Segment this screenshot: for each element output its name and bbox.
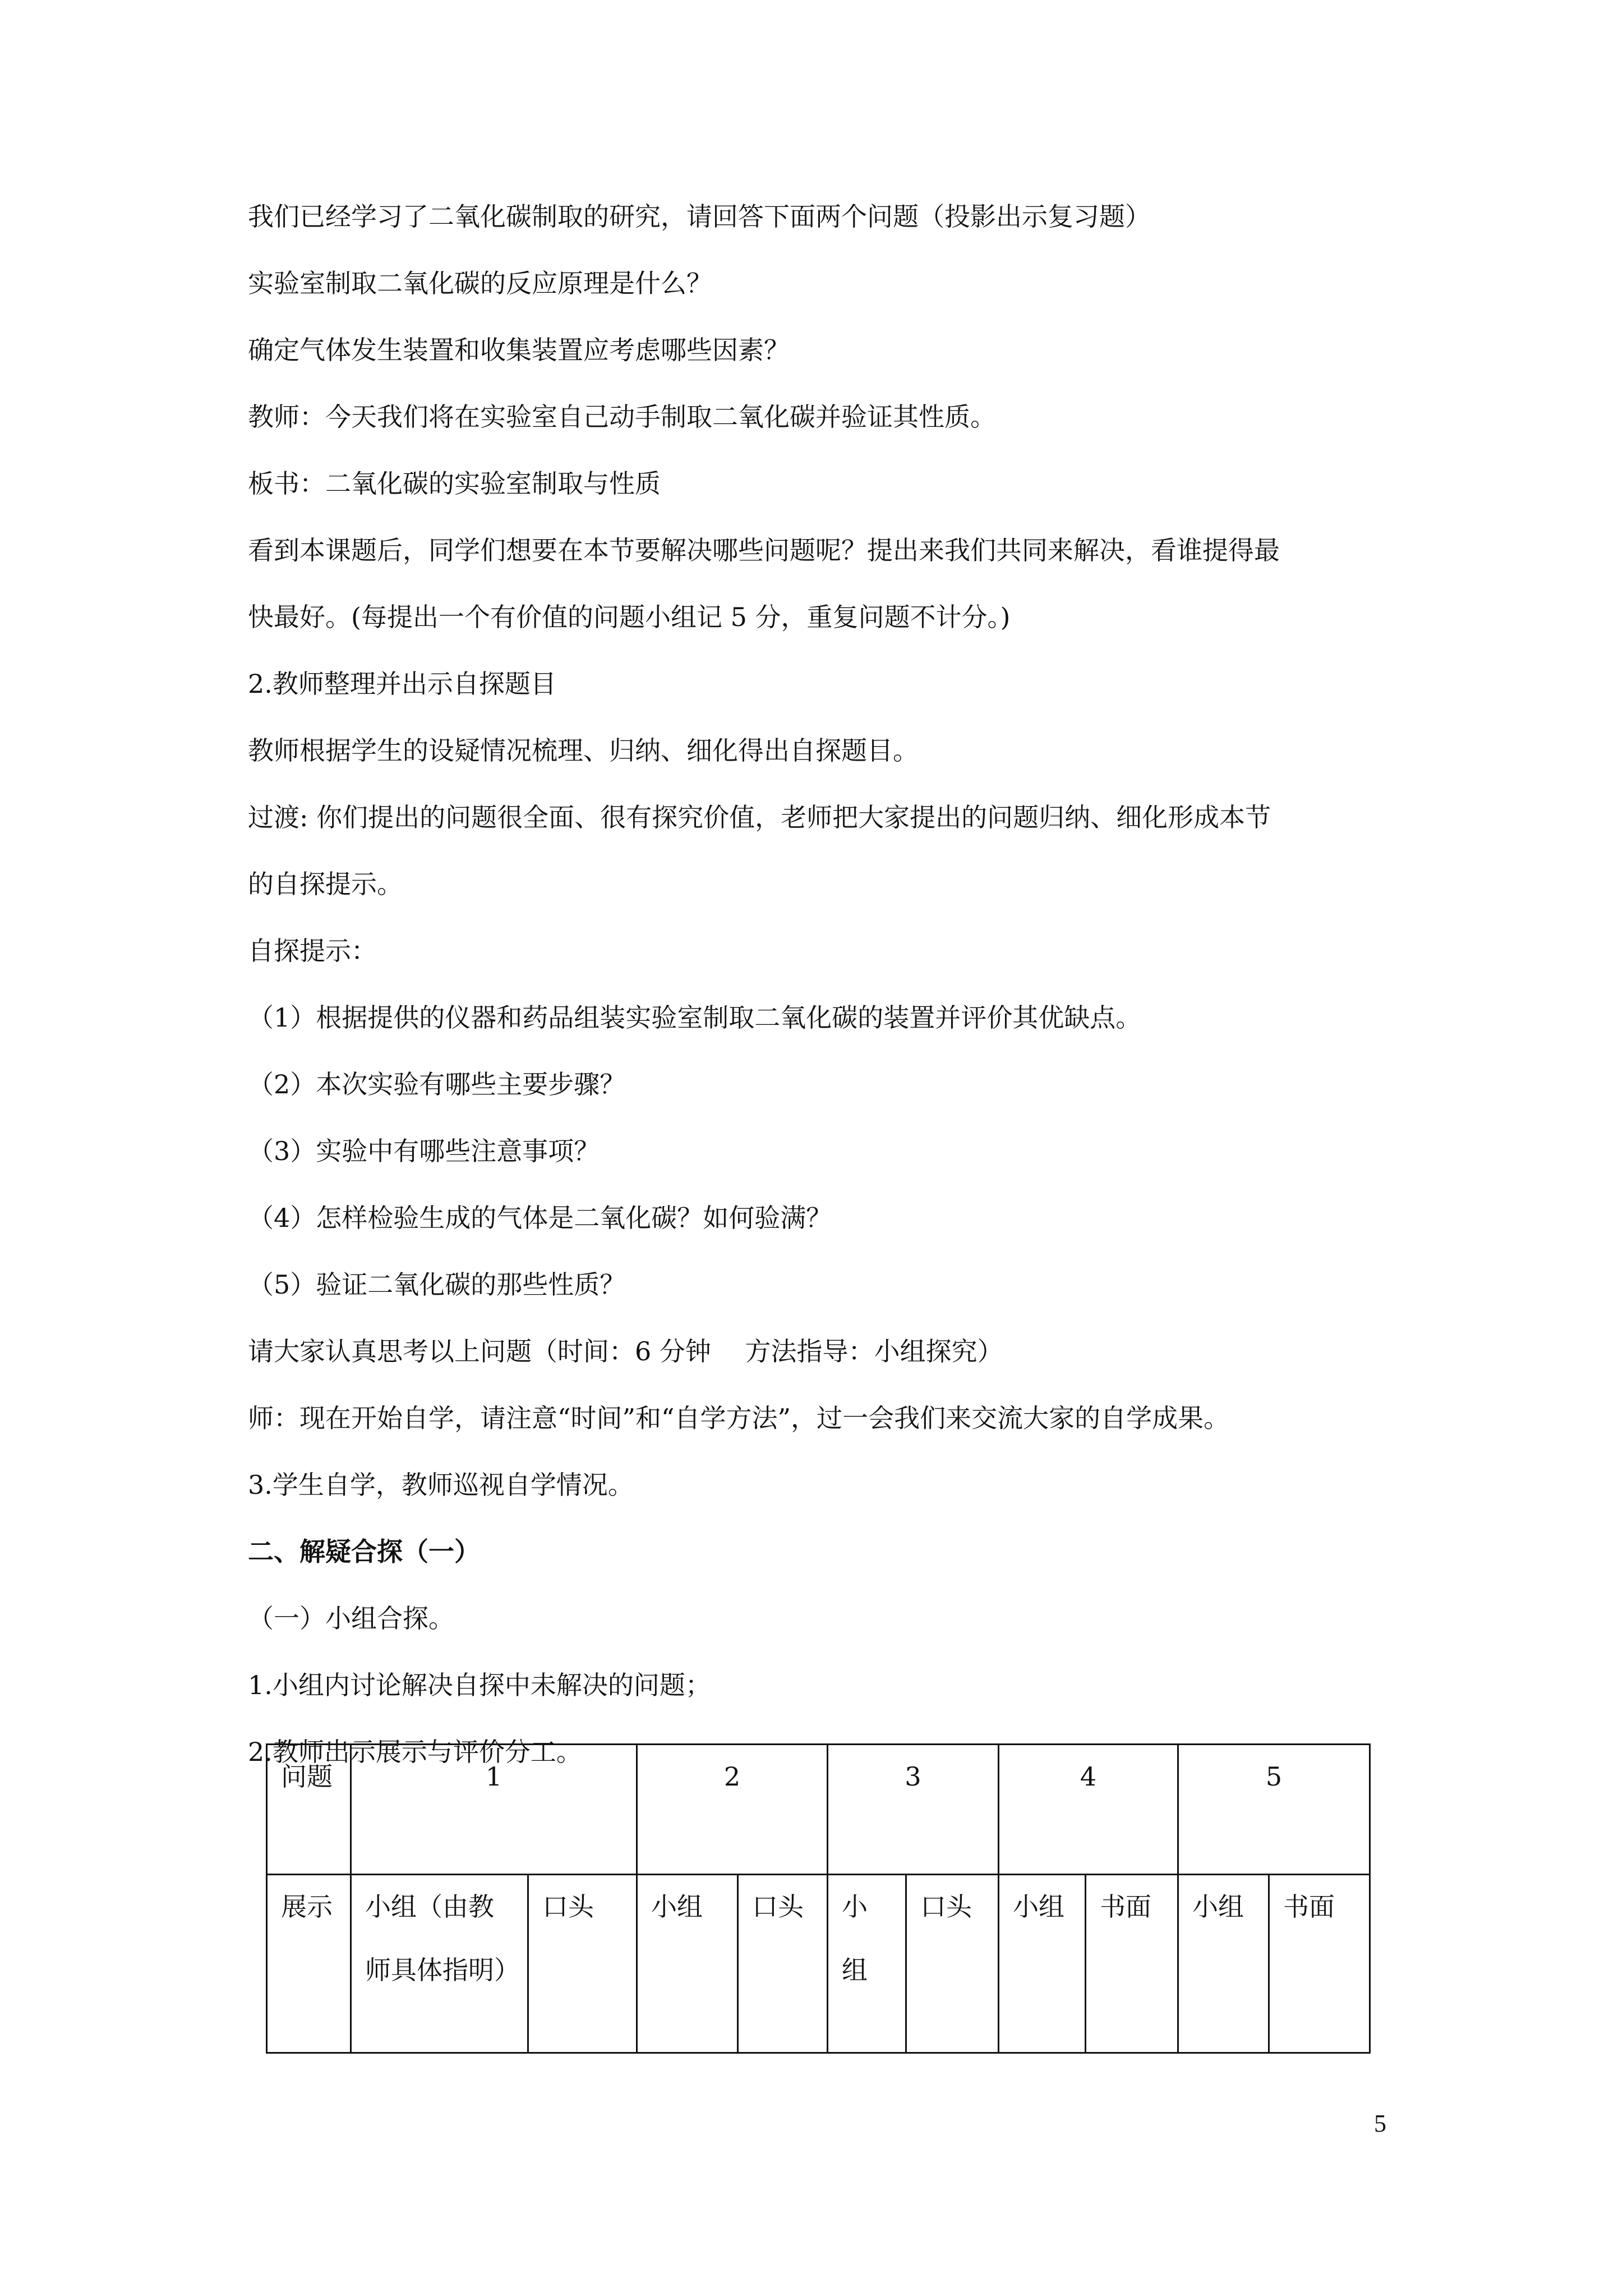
list-item: （3）实验中有哪些注意事项？ xyxy=(248,1136,600,1166)
row-label-cell xyxy=(267,1875,351,2053)
row-label: 展示 xyxy=(281,1892,333,1922)
header-label: 问题 xyxy=(281,1761,333,1792)
paragraph-line: 过渡: 你们提出的问题很全面、很有探究价值，老师把大家提出的问题归纳、细化形成本节 xyxy=(248,802,1271,832)
paragraph-line: 看到本课题后，同学们想要在本节要解决哪些问题呢？提出来我们共同来解决，看谁提得最 xyxy=(248,535,1280,565)
paragraph-line: 实验室制取二氧化碳的反应原理是什么？ xyxy=(248,268,712,298)
paragraph-line: 的自探提示。 xyxy=(248,869,403,899)
table-cell xyxy=(1269,1875,1370,2053)
table-cell xyxy=(1086,1875,1178,2053)
cell-text: 小组 xyxy=(651,1892,703,1922)
paragraph-line: 快最好。(每提出一个有价值的问题小组记 5 分，重复问题不计分。) xyxy=(248,602,1011,632)
paragraph-line: 师：现在开始自学，请注意“时间”和“自学方法”，过一会我们来交流大家的自学成果。 xyxy=(248,1403,1230,1433)
table-row xyxy=(267,1875,1370,2053)
cell-text: 书面 xyxy=(1100,1892,1151,1922)
paragraph-line: 教师：今天我们将在实验室自己动手制取二氧化碳并验证其性质。 xyxy=(248,402,996,432)
problem-cell xyxy=(999,1745,1178,1875)
table-cell xyxy=(999,1875,1086,2053)
cell-text: 口头 xyxy=(920,1892,972,1922)
page-number: 5 xyxy=(1374,2110,1386,2137)
problem-number: 5 xyxy=(1265,1761,1283,1792)
problem-number: 3 xyxy=(905,1761,921,1792)
list-item: （2）本次实验有哪些主要步骤？ xyxy=(248,1069,626,1099)
table-header-row xyxy=(267,1745,1370,1875)
problem-number: 1 xyxy=(485,1761,502,1792)
presentation-assignment-table xyxy=(266,1743,1371,2054)
table-cell xyxy=(738,1875,828,2053)
problem-cell xyxy=(1178,1745,1370,1875)
document-body xyxy=(248,200,1381,1802)
list-item: （1）根据提供的仪器和药品组装实验室制取二氧化碳的装置并评价其优缺点。 xyxy=(248,1002,1142,1033)
cell-text: 小组（由教师具体指明） xyxy=(365,1892,520,1985)
list-item: （4）怎样检验生成的气体是二氧化碳？如何验满？ xyxy=(248,1203,832,1233)
paragraph-line: 确定气体发生装置和收集装置应考虑哪些因素？ xyxy=(248,335,790,365)
paragraph-line: 1.小组内讨论解决自探中未解决的问题； xyxy=(248,1670,711,1700)
cell-text: 小组 xyxy=(1013,1892,1064,1922)
table-cell xyxy=(351,1875,528,2053)
table-cell xyxy=(528,1875,637,2053)
paragraph-line: 自探提示： xyxy=(248,936,377,966)
paragraph-line: 我们已经学习了二氧化碳制取的研究，请回答下面两个问题（投影出示复习题） xyxy=(248,201,1151,232)
problem-number: 4 xyxy=(1080,1761,1097,1792)
cell-text: 口头 xyxy=(752,1892,804,1922)
table-cell xyxy=(906,1875,999,2053)
paragraph-line: 教师根据学生的设疑情况梳理、归纳、细化得出自探题目。 xyxy=(248,735,919,766)
table-cell xyxy=(828,1875,906,2053)
paragraph-line: 请大家认真思考以上问题（时间：6 分钟 方法指导：小组探究） xyxy=(248,1336,1003,1366)
problem-cell xyxy=(351,1745,637,1875)
paragraph-line: 板书：二氧化碳的实验室制取与性质 xyxy=(248,468,661,499)
paragraph-line: 2.教师出示展示与评价分工。 xyxy=(248,1737,582,1767)
paragraph-line: （一）小组合探。 xyxy=(248,1603,454,1634)
presentation-assignment-table-wrapper xyxy=(266,1743,1371,2054)
section-heading: 二、解疑合探（一） xyxy=(248,1536,480,1567)
list-item: （5）验证二氧化碳的那些性质？ xyxy=(248,1269,626,1300)
paragraph-line: 2.教师整理并出示自探题目 xyxy=(248,669,556,699)
table-cell xyxy=(637,1875,738,2053)
problem-cell xyxy=(828,1745,999,1875)
problem-number: 2 xyxy=(723,1761,741,1792)
cell-text: 小组 xyxy=(1192,1892,1244,1922)
problem-cell xyxy=(637,1745,828,1875)
table-cell xyxy=(1178,1875,1269,2053)
header-label-cell xyxy=(267,1745,351,1875)
cell-text: 书面 xyxy=(1283,1892,1335,1922)
cell-text: 小组 xyxy=(842,1892,868,1985)
cell-text: 口头 xyxy=(542,1892,594,1922)
paragraph-line: 3.学生自学，教师巡视自学情况。 xyxy=(248,1470,634,1500)
